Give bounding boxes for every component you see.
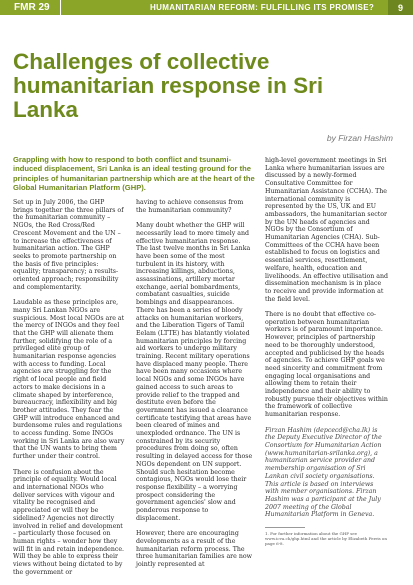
byline: by Firzan Hashim	[326, 133, 393, 143]
body-column-3	[265, 157, 389, 553]
paragraph: There is confusion about the principle of equality. Would local and international NGOs who deliver services with vigour and vitality be recognised and appreciated or will they be sidelined? Agencies not directly involved in relief and development – particularly those focused on human rights – wonder how they will fit in and retain independence. Will they be able to express their views without being dictated to by the government or	[13, 468, 125, 576]
issue-label: FMR 29	[14, 2, 50, 13]
paragraph: having to achieve consensus from the humanitarian community?	[136, 199, 244, 214]
header-divider	[60, 0, 61, 15]
paragraph: Many doubt whether the GHP will necessarily lead to more timely and effective humanitarian response. The last twelve months in Sri Lanka have been some of the most turbulent in its history, with increasing killings, abductions, assassinations, artillery mortar exchange, aerial bombardments, combatant casualties, suicide bombings and disappearances. There has been a series of bloody attacks on humanitarian workers, and the Liberation Tigers of Tamil Eelam (LTTE) has blatantly violated humanitarian principles by forcing aid workers to undergo military training. Recent military operations have displaced many people. There have been many occasions where local NGOs and some INGOs have gained access to such areas to provide relief to the trapped and destitute even before the government has issued a clearance certificate testifying that areas have been cleared of mines and unexploded ordnance. The UN is constrained by its security procedures from doing so, often resulting in delayed access for those NGOs dependent on UN support. Should such hesitation become contagious, NGOs would lose their response flexibility – a worrying prospect considering the government agencies' slow and ponderous response to displacement.	[136, 222, 253, 522]
footnote: 1. For further information about the GHP see www.icva.ch/ghp.html and the article by Elizabeth Ferris on page 6-8.	[265, 530, 387, 546]
paragraph: Laudable as these principles are, many Sri Lankan NGOs are suspicious. Most local NGOs are at the mercy of INGOs and they feel that the GHP will alienate them further, solidifying the role of a privileged elite group of humanitarian response agencies with access to funding. Local agencies are struggling for the right of local people and field actors to make decisions in a climate shaped by interference, bureaucracy, inflexibility and big brother attitudes. They fear the GHP will introduce enhanced and burdensome rules and regulations to access funding. Some INGOs working in Sri Lanka are also wary that the UN wants to bring them further under their control.	[13, 299, 125, 461]
article-title: Challenges of collective humanitarian response in Sri Lanka	[13, 49, 324, 122]
footnote-divider	[265, 527, 305, 528]
running-title: HUMANITARIAN REFORM: FULFILLING ITS PROMISE?	[150, 3, 375, 12]
paragraph: However, there are encouraging developments as a result of the humanitarian reform process. The three humanitarian families are now jointly represented at	[136, 530, 252, 569]
body-column-1	[13, 199, 125, 584]
paragraph: There is no doubt that effective co-operation between humanitarian workers is of paramount importance. However, principles of partnership need to be thoroughly understood, accepted and publicised by the heads of agencies. To achieve GHP goals we need sincerity and commitment from engaging local organisations and allowing them to retain their independence and their ability to robustly pursue their objectives within the framework of collective humanitarian response.	[265, 311, 388, 419]
standfirst: Grappling with how to respond to both conflict and tsunami-induced displacement, Sri Lanka is an ideal testing ground for the principles of humanitarian partnership which are at the heart of the Global Humanitarian Platform (GHP).	[13, 155, 255, 193]
body-column-2	[136, 199, 254, 576]
paragraph: Set up in July 2006, the GHP brings together the three pillars of the humanitarian community – NGOs, the Red Cross/Red Crescent Movement and the UN – to increase the effectiveness of humanitarian action. The GHP seeks to promote partnership on the basis of five principles: equality; transparency; a results-oriented approach; responsibility and complementarity.	[13, 199, 124, 291]
author-bio: Firzan Hashim (depcecd@cha.lk) is the Deputy Executive Director of the Consortium for Humanitarian Action (www.humanitarian-srilanka.org), a humanitarian service provider and membership organisation of Sri Lankan civil society organisations. This article is based on interviews with member organisations. Firzan Hashim was a participant at the July 2007 meeting of the Global Humanitarian Platform in Geneva.	[265, 426, 382, 519]
paragraph: high-level government meetings in Sri Lanka where humanitarian issues are discussed by a newly-formed Consultative Committee for Humanitarian Assistance (CCHA). The international community is represented by the US, UK and EU ambassadors, the humanitarian sector by the UN heads of agencies and NGOs by the Consortium of Humanitarian Agencies (CHA). Sub-Committees of the CCHA have been established to focus on logistics and essential services, resettlement, welfare, health, education and livelihoods. An effective utilisation and dissemination mechanism is in place to receive and provide information at the field level.	[265, 157, 389, 303]
page-number: 9	[388, 0, 413, 15]
